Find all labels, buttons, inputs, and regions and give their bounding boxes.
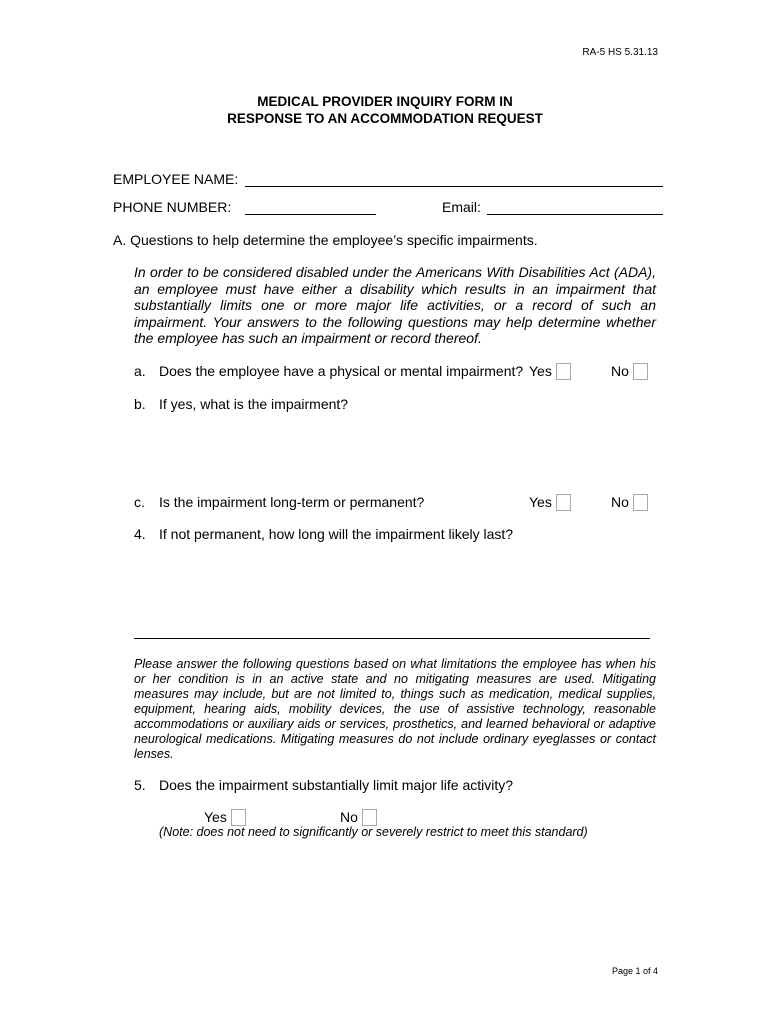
- title-line-1: MEDICAL PROVIDER INQUIRY FORM IN: [257, 94, 513, 109]
- question-a-yes-checkbox[interactable]: [556, 363, 571, 380]
- page-title: [0, 93, 770, 127]
- page-number: Page 1 of 4: [611, 966, 658, 976]
- question-c-yes-checkbox[interactable]: [556, 494, 571, 511]
- question-b-number: b.: [134, 396, 146, 412]
- question-5-text: Does the impairment substantially limit major life activity?: [159, 777, 514, 793]
- question-5-yes: [204, 809, 246, 826]
- question-5-yes-label: Yes: [204, 809, 227, 825]
- question-a-no-label: No: [611, 363, 629, 379]
- question-c-no-checkbox[interactable]: [633, 494, 648, 511]
- employee-name-label: EMPLOYEE NAME:: [113, 171, 239, 187]
- question-c-no: [611, 494, 648, 511]
- employee-name-field[interactable]: [245, 186, 663, 187]
- question-5-no-label: No: [340, 809, 358, 825]
- form-code: RA-5 HS 5.31.13: [582, 47, 658, 58]
- title-line-2: RESPONSE TO AN ACCOMMODATION REQUEST: [227, 111, 543, 126]
- phone-field[interactable]: [245, 214, 376, 215]
- question-c: [0, 494, 770, 514]
- question-c-yes: [529, 494, 571, 511]
- section-a-heading: A. Questions to help determine the employee’s specific impairments.: [113, 232, 538, 248]
- question-c-text: Is the impairment long-term or permanent?: [159, 494, 425, 510]
- email-label: Email:: [442, 199, 481, 215]
- question-5-note: (Note: does not need to significantly or severely restrict to meet this standard): [159, 825, 588, 839]
- question-a-number: a.: [134, 363, 146, 379]
- question-a-yes: [529, 363, 571, 380]
- phone-label: PHONE NUMBER:: [113, 199, 232, 215]
- question-c-number: c.: [134, 494, 145, 510]
- question-4-number: 4.: [134, 526, 146, 542]
- question-c-no-label: No: [611, 494, 629, 510]
- question-b: [0, 396, 770, 416]
- question-5-yes-checkbox[interactable]: [231, 809, 246, 826]
- question-5-no-checkbox[interactable]: [362, 809, 377, 826]
- question-5: [0, 777, 770, 797]
- question-a-no: [611, 363, 648, 380]
- section-divider: [134, 638, 650, 639]
- question-a: [0, 363, 770, 383]
- question-4: [0, 526, 770, 546]
- email-field[interactable]: [487, 214, 663, 215]
- question-a-text: Does the employee have a physical or mental impairment?: [159, 363, 524, 379]
- mitigating-measures-note: Please answer the following questions based on what limitations the employee has when his or her condition is in an active state and no mitigating measures are used. Mitigating measures may include, but are not limited to, things such as medication, medical supplies, equipment, hearing aids, mobility devices, the use of assistive technology, reasonable accommodations or auxiliary aids or services, prosthetics, and learned behavioral or adaptive neurological medications. Mitigating measures do not include ordinary eyeglasses or contact lenses.: [134, 657, 656, 761]
- question-b-text: If yes, what is the impairment?: [159, 396, 349, 412]
- question-5-number: 5.: [134, 777, 146, 793]
- question-4-text: If not permanent, how long will the impairment likely last?: [159, 526, 514, 542]
- question-a-yes-label: Yes: [529, 363, 552, 379]
- section-a-intro: In order to be considered disabled under the Americans With Disabilities Act (ADA), an employee must have either a disability which results in an impairment that substantially limits one or more major life activities, or a record of such an impairment. Your answers to the following questions may help determine whether the employee has such an impairment or record thereof.: [134, 264, 656, 346]
- question-c-yes-label: Yes: [529, 494, 552, 510]
- question-5-no: [340, 809, 377, 826]
- question-a-no-checkbox[interactable]: [633, 363, 648, 380]
